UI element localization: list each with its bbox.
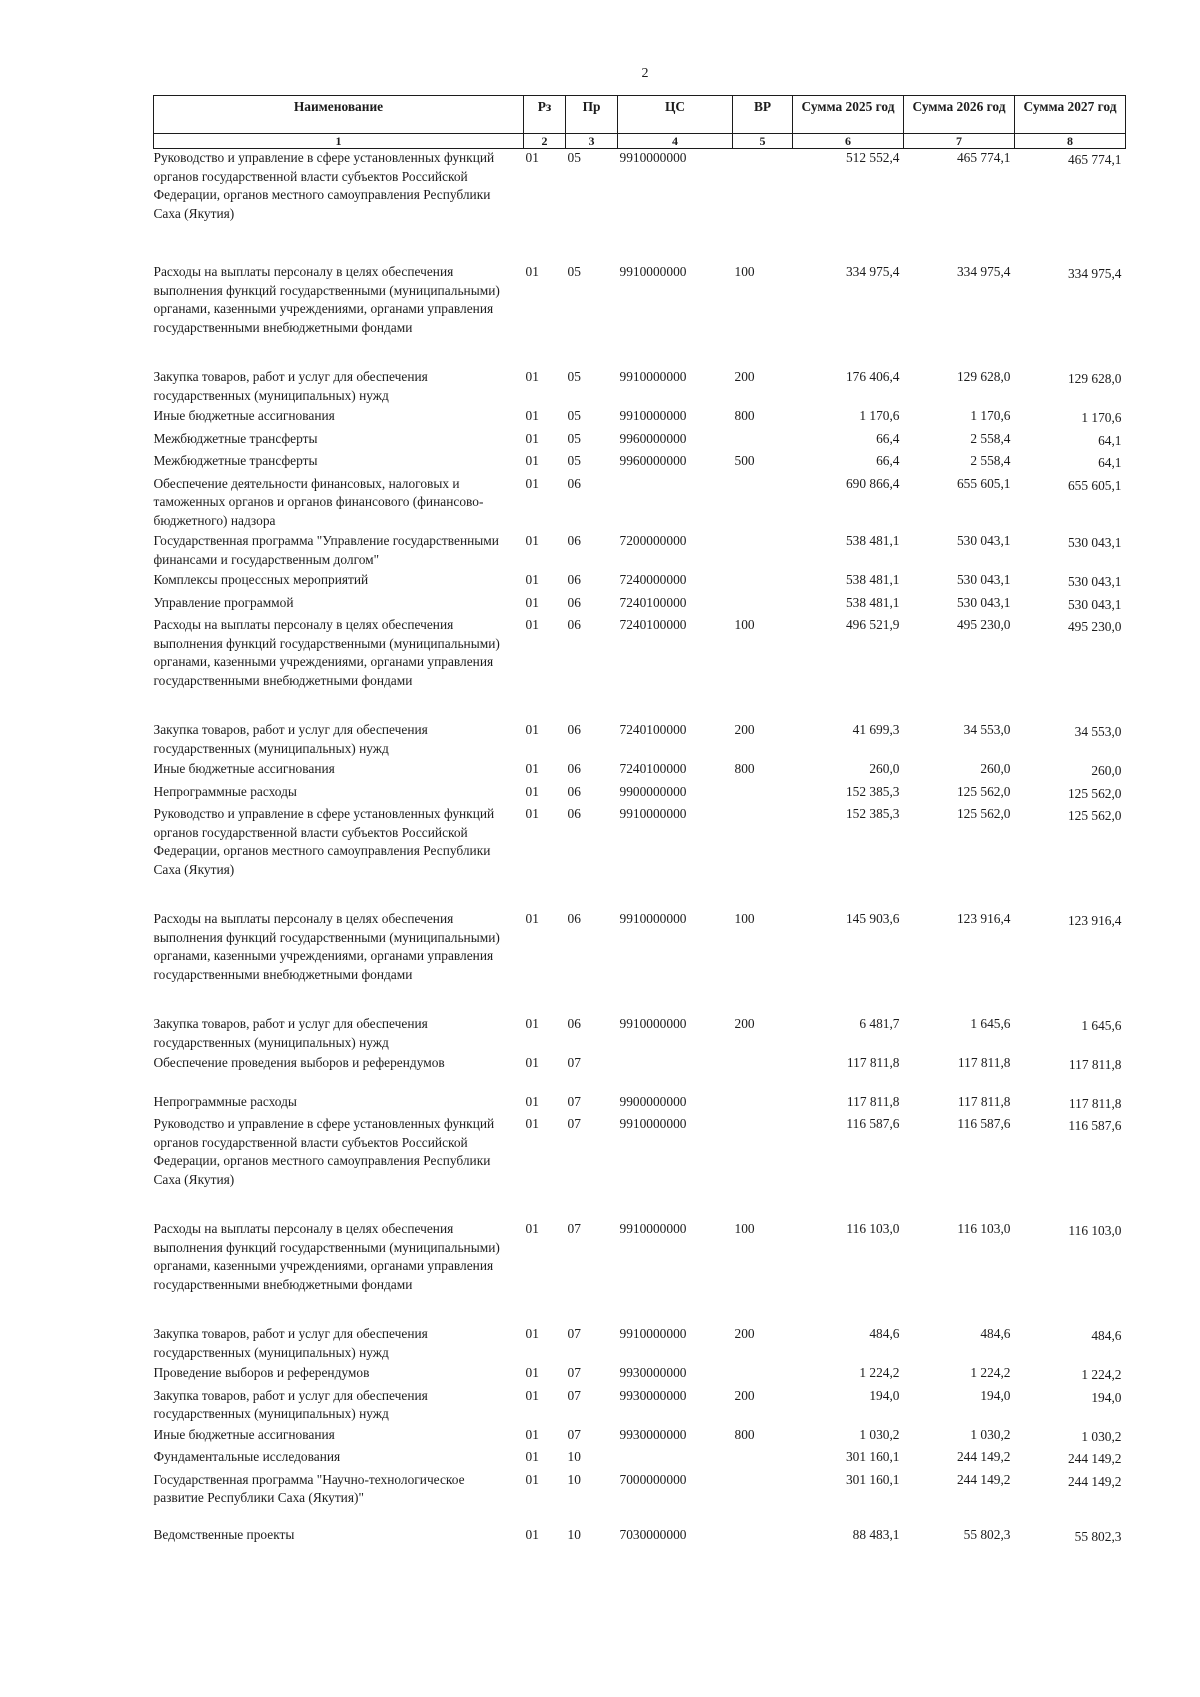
row-name: Расходы на выплаты персоналу в целях обеспечения выполнения функций государственными (муниципальными) органами, казенными учреждениями, органами управления государственными внебюджетными фондами [153,911,500,982]
row-sum-2026: 244 149,2 [956,1449,1011,1464]
row-sum-2026: 2 558,4 [970,430,1011,446]
row-sum-2025: 690 866,4 [845,475,900,491]
header-pr: Пр [566,96,618,134]
header-cs: ЦС [618,96,733,134]
row-sum-2027: 1 170,6 [1081,410,1122,425]
row-pr: 07 [567,1116,581,1131]
row-sum-2026: 530 043,1 [956,594,1011,610]
row-vr [733,1115,793,1220]
row-cs: 9900000000 [619,783,687,799]
table-row [154,1448,1126,1471]
row-vr [733,1054,793,1093]
row-cs: 9960000000 [619,430,687,446]
row-rz: 01 [525,1016,539,1031]
row-name: Государственная программа "Управление государственными финансами и государственным долгом" [153,533,499,567]
row-rz: 01 [525,617,539,632]
row-pr: 10 [567,1471,581,1487]
row-vr [733,1448,793,1471]
header-vr: ВР [733,96,793,134]
row-pr: 07 [567,1055,581,1070]
row-vr: 200 [734,722,755,737]
row-pr: 06 [567,806,581,821]
row-pr: 06 [567,911,581,926]
row-sum-2026: 117 811,8 [957,1093,1011,1109]
row-pr: 05 [567,408,581,423]
column-number: 8 [1015,134,1126,149]
row-rz: 01 [525,369,539,384]
table-row [154,721,1126,760]
row-sum-2026: 129 628,0 [956,369,1011,384]
row-sum-2027: 55 802,3 [1074,1528,1122,1544]
row-sum-2027: 1 030,2 [1081,1428,1122,1444]
row-sum-2026: 260,0 [980,761,1011,776]
row-sum-2027: 129 628,0 [1067,371,1122,386]
row-name: Иные бюджетные ассигнования [153,761,335,776]
row-sum-2027: 117 811,8 [1068,1057,1122,1072]
row-pr: 07 [567,1326,581,1341]
table-row [154,532,1126,571]
table-row [154,1426,1126,1449]
row-sum-2026: 34 553,0 [963,722,1011,737]
row-sum-2025: 301 160,1 [845,1471,900,1487]
row-sum-2026: 55 802,3 [963,1526,1011,1542]
row-cs [618,1054,733,1093]
table-row [154,1526,1126,1547]
row-rz: 01 [525,911,539,926]
row-pr: 05 [567,369,581,384]
table-row [154,571,1126,594]
row-pr: 07 [567,1221,581,1236]
row-name: Государственная программа "Научно-технологическое развитие Республики Саха (Якутия)" [153,1471,465,1505]
row-rz: 01 [525,150,539,165]
row-vr: 100 [734,264,755,279]
row-sum-2025: 66,4 [876,430,900,446]
row-name: Иные бюджетные ассигнования [153,1426,335,1442]
row-cs: 9930000000 [619,1387,687,1403]
budget-table-container [153,95,1125,1546]
row-rz: 01 [525,783,539,799]
row-vr: 200 [734,1326,755,1341]
row-sum-2025: 116 103,0 [846,1221,900,1236]
row-pr: 07 [567,1093,581,1109]
row-name: Ведомственные проекты [153,1526,295,1542]
row-pr: 05 [567,150,581,165]
row-vr: 200 [734,1387,755,1403]
row-name: Расходы на выплаты персоналу в целях обеспечения выполнения функций государственными (муниципальными) органами, казенными учреждениями, органами управления государственными внебюджетными фондами [153,1221,500,1292]
row-cs: 7240100000 [619,722,687,737]
row-rz: 01 [525,1449,539,1464]
row-sum-2026: 125 562,0 [956,806,1011,821]
column-number: 5 [733,134,793,149]
row-cs: 9910000000 [619,150,687,165]
row-sum-2027: 116 103,0 [1068,1223,1122,1238]
row-vr: 200 [734,369,755,384]
row-sum-2025: 176 406,4 [845,369,900,384]
row-sum-2027: 34 553,0 [1074,724,1122,739]
row-cs: 9910000000 [619,408,687,423]
row-vr [733,149,793,264]
row-name: Фундаментальные исследования [153,1449,341,1464]
row-rz: 01 [525,1221,539,1236]
row-sum-2027: 530 043,1 [1067,535,1122,550]
header-name: Наименование [154,96,524,134]
row-sum-2026: 1 645,6 [970,1016,1011,1031]
page-number: 2 [641,66,649,81]
row-sum-2025: 538 481,1 [845,594,900,610]
row-rz: 01 [525,1055,539,1070]
row-name: Комплексы процессных мероприятий [153,572,369,587]
row-sum-2027: 465 774,1 [1067,152,1122,167]
row-sum-2027: 64,1 [1098,455,1122,470]
row-pr: 06 [567,783,581,799]
row-name: Руководство и управление в сфере установленных функций органов государственной власти субъектов Российской Федерации, органов местного самоуправления Республики Саха (Якутия) [153,150,495,221]
row-rz: 01 [525,1093,539,1109]
row-cs: 7000000000 [619,1471,687,1487]
row-pr: 06 [567,594,581,610]
row-pr: 06 [567,1016,581,1031]
row-sum-2027: 125 562,0 [1067,785,1122,801]
row-name: Закупка товаров, работ и услуг для обеспечения государственных (муниципальных) нужд [153,1016,428,1050]
row-sum-2027: 123 916,4 [1067,913,1122,928]
row-sum-2027: 334 975,4 [1067,266,1122,281]
row-vr [733,571,793,594]
row-cs: 7240100000 [619,594,687,610]
row-pr: 07 [567,1387,581,1403]
row-sum-2025: 152 385,3 [845,783,900,799]
row-vr: 800 [734,761,755,776]
row-rz: 01 [525,806,539,821]
row-rz: 01 [525,533,539,548]
row-rz: 01 [525,761,539,776]
table-row [154,1054,1126,1093]
column-number: 4 [618,134,733,149]
row-pr: 06 [567,617,581,632]
table-row [154,368,1126,407]
row-cs: 9910000000 [619,264,687,279]
row-pr: 10 [567,1526,581,1542]
row-rz: 01 [525,264,539,279]
table-row [154,1115,1126,1220]
row-cs [618,1448,733,1471]
row-name: Расходы на выплаты персоналу в целях обеспечения выполнения функций государственными (муниципальными) органами, казенными учреждениями, органами управления государственными внебюджетными фондами [153,617,500,688]
row-pr: 06 [567,722,581,737]
row-sum-2026: 1 170,6 [970,408,1011,423]
row-sum-2025: 88 483,1 [852,1526,900,1542]
row-vr: 800 [734,408,755,423]
row-sum-2026: 116 587,6 [957,1116,1011,1131]
column-number: 1 [154,134,524,149]
row-sum-2027: 244 149,2 [1067,1473,1122,1489]
row-name: Закупка товаров, работ и услуг для обеспечения государственных (муниципальных) нужд [153,722,428,756]
row-sum-2025: 538 481,1 [845,572,900,587]
row-vr [733,1364,793,1387]
row-pr: 07 [567,1426,581,1442]
row-sum-2027: 194,0 [1091,1389,1122,1405]
row-pr: 06 [567,533,581,548]
row-name: Непрограммные расходы [153,783,297,799]
row-sum-2025: 1 030,2 [859,1426,900,1442]
row-sum-2025: 512 552,4 [845,150,900,165]
row-sum-2025: 145 903,6 [845,911,900,926]
column-number: 6 [793,134,904,149]
row-sum-2026: 465 774,1 [956,150,1011,165]
row-rz: 01 [525,722,539,737]
row-sum-2025: 152 385,3 [845,806,900,821]
row-cs: 9910000000 [619,1221,687,1236]
row-sum-2027: 64,1 [1098,432,1122,448]
row-pr: 05 [567,430,581,446]
row-rz: 01 [525,594,539,610]
row-name: Межбюджетные трансферты [153,430,318,446]
table-row [154,430,1126,453]
row-pr: 06 [567,761,581,776]
row-sum-2025: 116 587,6 [846,1116,900,1131]
row-name: Обеспечение деятельности финансовых, налоговых и таможенных органов и органов финансового (финансово-бюджетного) надзора [153,475,484,528]
row-vr [733,1093,793,1116]
table-row [154,1471,1126,1526]
row-name: Закупка товаров, работ и услуг для обеспечения государственных (муниципальных) нужд [153,1387,428,1421]
budget-table [153,95,1126,1546]
row-rz: 01 [525,475,539,491]
row-sum-2026: 117 811,8 [957,1055,1011,1070]
header-rz: Рз [524,96,566,134]
row-pr: 05 [567,453,581,468]
row-sum-2026: 194,0 [980,1387,1011,1403]
row-sum-2027: 117 811,8 [1068,1095,1122,1111]
row-cs: 9910000000 [619,1116,687,1131]
row-cs: 9930000000 [619,1365,687,1380]
row-cs: 7240100000 [619,617,687,632]
row-name: Проведение выборов и референдумов [153,1365,370,1380]
row-sum-2027: 655 605,1 [1067,477,1122,493]
row-pr: 06 [567,475,581,491]
row-name: Руководство и управление в сфере установленных функций органов государственной власти субъектов Российской Федерации, органов местного самоуправления Республики Саха (Якутия) [153,806,495,877]
row-sum-2027: 484,6 [1091,1328,1122,1343]
row-vr [733,594,793,617]
row-vr [733,1471,793,1526]
row-name: Закупка товаров, работ и услуг для обеспечения государственных (муниципальных) нужд [153,1326,428,1360]
table-row [154,783,1126,806]
header-sum-2026: Сумма 2026 год [904,96,1015,134]
row-vr [733,1526,793,1547]
row-sum-2025: 538 481,1 [845,533,900,548]
table-row [154,910,1126,1015]
row-sum-2025: 484,6 [869,1326,900,1341]
row-cs: 7240100000 [619,761,687,776]
row-sum-2027: 495 230,0 [1067,619,1122,634]
row-name: Обеспечение проведения выборов и референдумов [153,1055,445,1070]
row-sum-2025: 66,4 [876,453,900,468]
row-vr [733,430,793,453]
row-sum-2026: 1 224,2 [970,1365,1011,1380]
row-cs: 7240000000 [619,572,687,587]
row-name: Непрограммные расходы [153,1093,297,1109]
row-pr: 05 [567,264,581,279]
table-row [154,616,1126,721]
row-sum-2026: 123 916,4 [956,911,1011,926]
row-sum-2026: 655 605,1 [956,475,1011,491]
table-row [154,407,1126,430]
row-sum-2025: 194,0 [869,1387,900,1403]
row-name: Иные бюджетные ассигнования [153,408,335,423]
row-cs: 9910000000 [619,1326,687,1341]
row-rz: 01 [525,1471,539,1487]
row-sum-2027: 125 562,0 [1067,808,1122,823]
row-sum-2026: 125 562,0 [956,783,1011,799]
table-body [154,149,1126,1547]
row-sum-2025: 117 811,8 [846,1055,900,1070]
row-rz: 01 [525,453,539,468]
table-row [154,263,1126,368]
row-cs: 9900000000 [619,1093,687,1109]
row-sum-2026: 116 103,0 [957,1221,1011,1236]
row-name: Межбюджетные трансферты [153,453,318,468]
row-vr: 200 [734,1016,755,1031]
row-rz: 01 [525,1365,539,1380]
row-rz: 01 [525,430,539,446]
table-row [154,1325,1126,1364]
row-sum-2025: 301 160,1 [845,1449,900,1464]
row-name: Управление программой [153,594,294,610]
row-sum-2025: 496 521,9 [845,617,900,632]
row-vr [733,475,793,533]
column-number: 7 [904,134,1015,149]
table-row [154,452,1126,475]
header-sum-2025: Сумма 2025 год [793,96,904,134]
row-sum-2025: 334 975,4 [845,264,900,279]
row-sum-2026: 495 230,0 [956,617,1011,632]
row-vr: 100 [734,1221,755,1236]
table-row [154,1093,1126,1116]
row-cs: 9930000000 [619,1426,687,1442]
row-sum-2026: 1 030,2 [970,1426,1011,1442]
row-pr: 10 [567,1449,581,1464]
row-pr: 06 [567,572,581,587]
row-sum-2027: 260,0 [1091,763,1122,778]
table-row [154,1015,1126,1054]
column-number: 3 [566,134,618,149]
row-vr: 800 [734,1426,755,1442]
table-row [154,594,1126,617]
row-sum-2025: 260,0 [869,761,900,776]
row-sum-2025: 1 224,2 [859,1365,900,1380]
header-sum-2027: Сумма 2027 год [1015,96,1126,134]
row-cs [618,475,733,533]
row-name: Расходы на выплаты персоналу в целях обеспечения выполнения функций государственными (муниципальными) органами, казенными учреждениями, органами управления государственными внебюджетными фондами [153,264,500,335]
row-sum-2025: 6 481,7 [859,1016,900,1031]
row-rz: 01 [525,408,539,423]
row-cs: 9960000000 [619,453,687,468]
row-sum-2027: 530 043,1 [1067,596,1122,612]
row-cs: 7030000000 [619,1526,687,1542]
table-row [154,149,1126,264]
row-cs: 9910000000 [619,1016,687,1031]
row-rz: 01 [525,1326,539,1341]
row-cs: 9910000000 [619,911,687,926]
row-rz: 01 [525,572,539,587]
table-row [154,1364,1126,1387]
table-row [154,1220,1126,1325]
row-sum-2027: 1 645,6 [1081,1018,1122,1033]
row-vr [733,532,793,571]
row-sum-2027: 244 149,2 [1067,1451,1122,1466]
row-vr: 500 [734,453,755,468]
table-row [154,475,1126,533]
row-cs: 9910000000 [619,369,687,384]
row-rz: 01 [525,1387,539,1403]
row-cs: 7200000000 [619,533,687,548]
row-sum-2026: 530 043,1 [956,533,1011,548]
row-pr: 07 [567,1365,581,1380]
row-sum-2026: 334 975,4 [956,264,1011,279]
row-sum-2027: 530 043,1 [1067,574,1122,589]
row-sum-2026: 2 558,4 [970,453,1011,468]
table-row [154,1387,1126,1426]
column-number: 2 [524,134,566,149]
table-header [154,96,1126,149]
row-rz: 01 [525,1116,539,1131]
row-cs: 9910000000 [619,806,687,821]
row-sum-2025: 1 170,6 [859,408,900,423]
row-sum-2026: 530 043,1 [956,572,1011,587]
row-sum-2026: 244 149,2 [956,1471,1011,1487]
row-name: Руководство и управление в сфере установленных функций органов государственной власти субъектов Российской Федерации, органов местного самоуправления Республики Саха (Якутия) [153,1116,495,1187]
row-vr [733,805,793,910]
table-row [154,760,1126,783]
row-sum-2025: 117 811,8 [846,1093,900,1109]
row-rz: 01 [525,1426,539,1442]
table-row [154,805,1126,910]
row-sum-2026: 484,6 [980,1326,1011,1341]
row-vr: 100 [734,617,755,632]
row-rz: 01 [525,1526,539,1542]
row-name: Закупка товаров, работ и услуг для обеспечения государственных (муниципальных) нужд [153,369,428,403]
row-vr [733,783,793,806]
row-sum-2027: 116 587,6 [1068,1118,1122,1133]
row-vr: 100 [734,911,755,926]
row-sum-2025: 41 699,3 [852,722,900,737]
row-sum-2027: 1 224,2 [1081,1367,1122,1382]
